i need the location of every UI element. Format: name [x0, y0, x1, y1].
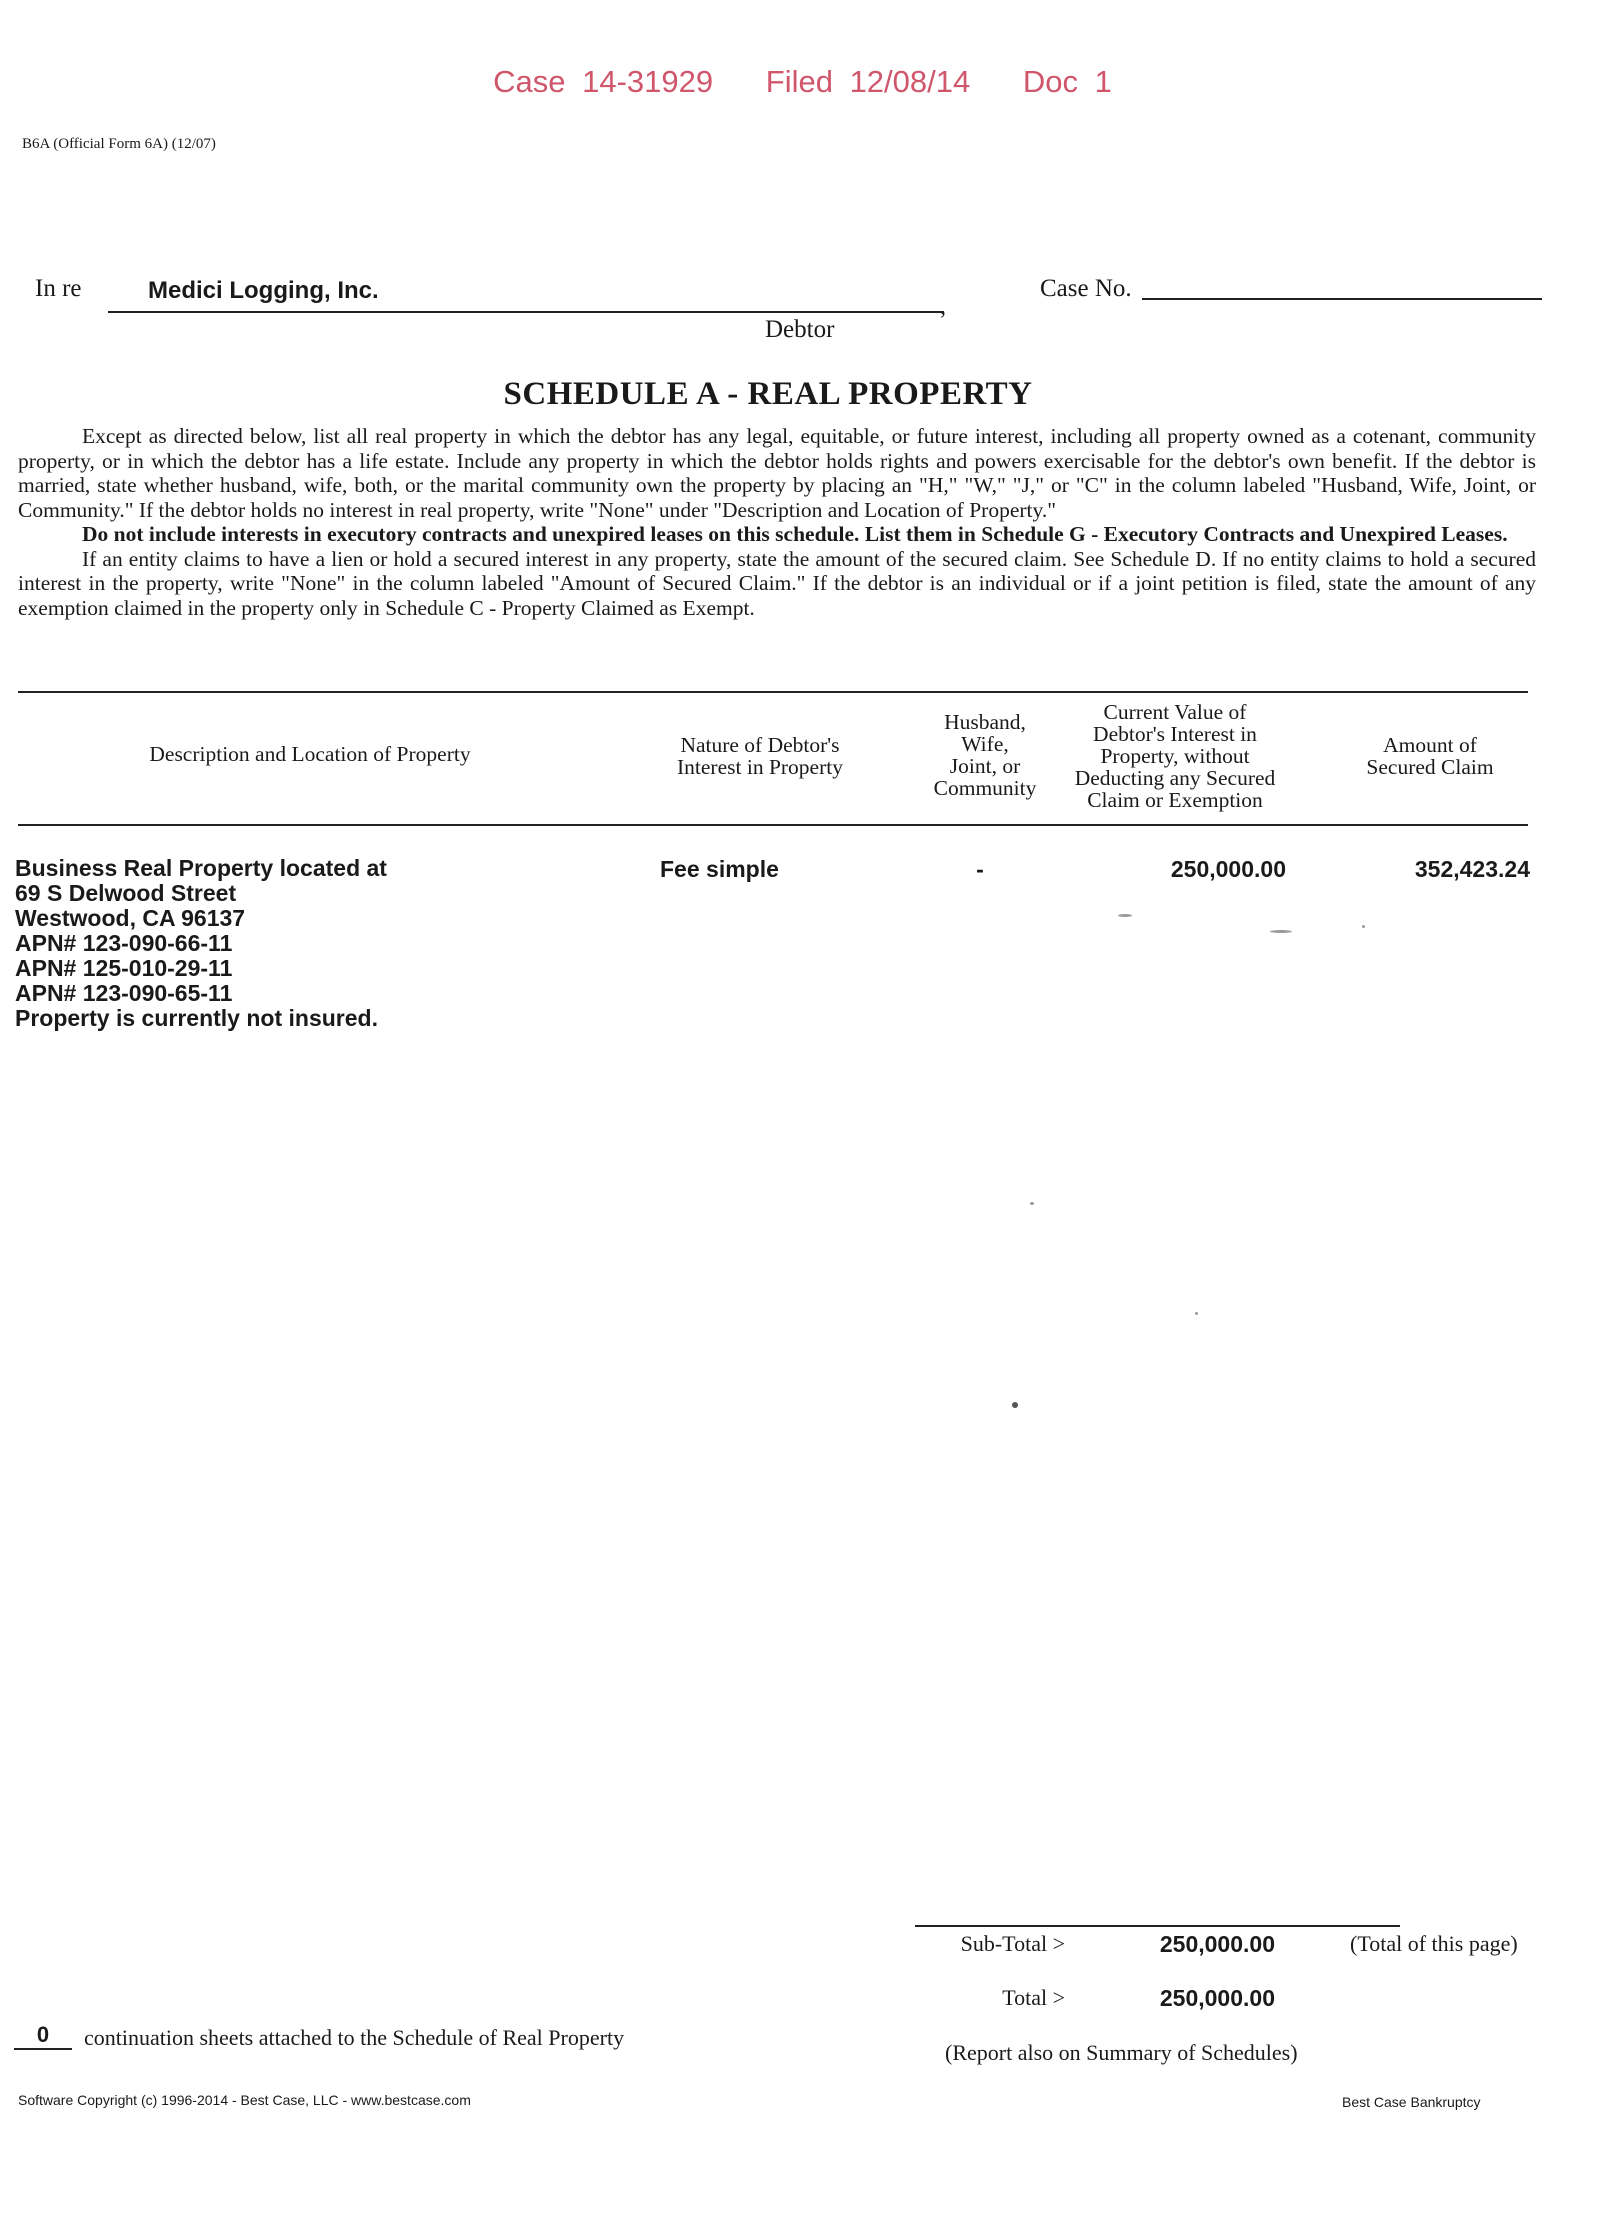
scan-speck: [1030, 1202, 1034, 1205]
header-line: Property, without: [1100, 744, 1250, 768]
description-line: Westwood, CA 96137: [15, 905, 246, 931]
stamp-doc-number: Doc 1: [1022, 64, 1112, 99]
debtor-caption: Debtor: [765, 316, 835, 343]
debtor-underline: [108, 311, 944, 313]
header-line: Amount of: [1383, 733, 1477, 757]
table-top-rule: [18, 691, 1528, 693]
header-line: Deducting any Secured: [1074, 766, 1276, 790]
header-line: Community: [933, 776, 1037, 800]
header-line: Interest in Property: [677, 755, 843, 779]
stamp-filed-date: Filed 12/08/14: [765, 64, 971, 99]
table-header-rule: [18, 824, 1528, 826]
header-current-value: [1040, 701, 1310, 811]
form-identifier: B6A (Official Form 6A) (12/07): [22, 136, 216, 152]
continuation-text: continuation sheets attached to the Schedule of Real Property: [84, 2025, 625, 2050]
subtotal-value: 250,000.00: [1159, 1931, 1275, 1957]
total-value: 250,000.00: [1159, 1985, 1275, 2011]
header-line: Current Value of: [1103, 700, 1247, 724]
header-line: Nature of Debtor's: [680, 733, 840, 757]
description-line: Business Real Property located at: [15, 855, 387, 881]
stamp-case-number: Case 14-31929: [493, 64, 714, 99]
court-filing-stamp: [0, 64, 1605, 100]
subtotal-label: Sub-Total >: [960, 1931, 1065, 1956]
scan-speck: [1270, 930, 1292, 933]
header-line: Wife,: [961, 732, 1009, 756]
header-line: Secured Claim: [1366, 755, 1494, 779]
instruction-paragraph-1: Except as directed below, list all real property in which the debtor has any legal, equitable, or future interest, including all property owned as a cotenant, community property, or in which the debtor has a life estate. Include any property in which the debtor holds rights and powers exercisable for the debtor's own benefit. If the debtor is married, state whether husband, wife, both, or the marital community own the property by placing an "H," "W," "J," or "C" in the column labeled "Husband, Wife, Joint, or Community." If the debtor holds no interest in real property, write "None" under "Description and Location of Property.": [18, 424, 1536, 522]
header-secured-claim: [1320, 734, 1540, 778]
scan-speck: [1012, 1402, 1018, 1408]
scan-speck: [1195, 1312, 1198, 1315]
header-description: Description and Location of Property: [149, 742, 471, 766]
description-line: 69 S Delwood Street: [15, 880, 237, 906]
total-label: Total >: [1002, 1985, 1065, 2010]
instruction-paragraph-2: Do not include interests in executory contracts and unexpired leases on this schedule. List them in Schedule G - Executory Contracts and Unexpired Leases.: [82, 522, 1508, 546]
footer-brand: Best Case Bankruptcy: [1342, 2094, 1481, 2110]
header-husband-wife-joint: [915, 711, 1055, 799]
description-line: APN# 123-090-66-11: [15, 930, 233, 956]
nature-of-interest-value: Fee simple: [660, 856, 779, 882]
description-line: Property is currently not insured.: [15, 1005, 378, 1031]
debtor-comma: ,: [940, 294, 946, 320]
debtor-name: Medici Logging, Inc.: [148, 277, 379, 304]
footer-copyright: Software Copyright (c) 1996-2014 - Best Case, LLC - www.bestcase.com: [18, 2092, 471, 2108]
in-re-label: In re: [35, 275, 82, 302]
instruction-paragraph-3: If an entity claims to have a lien or hold a secured interest in any property, state the amount of the secured claim. See Schedule D. If no entity claims to hold a secured interest in the property, write "None" in the column labeled "Amount of Secured Claim." If the debtor is an individual or if a joint petition is filed, state the amount of any exemption claimed in the property only in Schedule C - Property Claimed as Exempt.: [18, 546, 1536, 620]
header-line: Claim or Exemption: [1087, 788, 1263, 812]
header-nature-of-interest: [640, 734, 880, 778]
case-number-blank: [1142, 298, 1542, 300]
schedule-title: SCHEDULE A - REAL PROPERTY: [503, 376, 1033, 412]
description-line: APN# 125-010-29-11: [15, 955, 233, 981]
continuation-count: 0: [14, 2022, 72, 2050]
husband-wife-value: -: [976, 856, 984, 882]
header-line: Husband,: [944, 710, 1026, 734]
instructions: [18, 424, 1536, 620]
scan-speck: [1362, 925, 1365, 928]
secured-claim-amount: 352,423.24: [1414, 856, 1530, 882]
case-number-label: Case No.: [1040, 275, 1132, 302]
current-value-amount: 250,000.00: [1170, 856, 1286, 882]
property-description: [15, 856, 387, 1031]
header-line: Debtor's Interest in: [1093, 722, 1257, 746]
header-line: Joint, or: [949, 754, 1021, 778]
subtotal-note: (Total of this page): [1350, 1931, 1518, 1956]
description-line: APN# 123-090-65-11: [15, 980, 233, 1006]
report-note: (Report also on Summary of Schedules): [945, 2040, 1298, 2065]
subtotal-rule: [915, 1925, 1400, 1927]
scan-speck: [1118, 914, 1132, 917]
